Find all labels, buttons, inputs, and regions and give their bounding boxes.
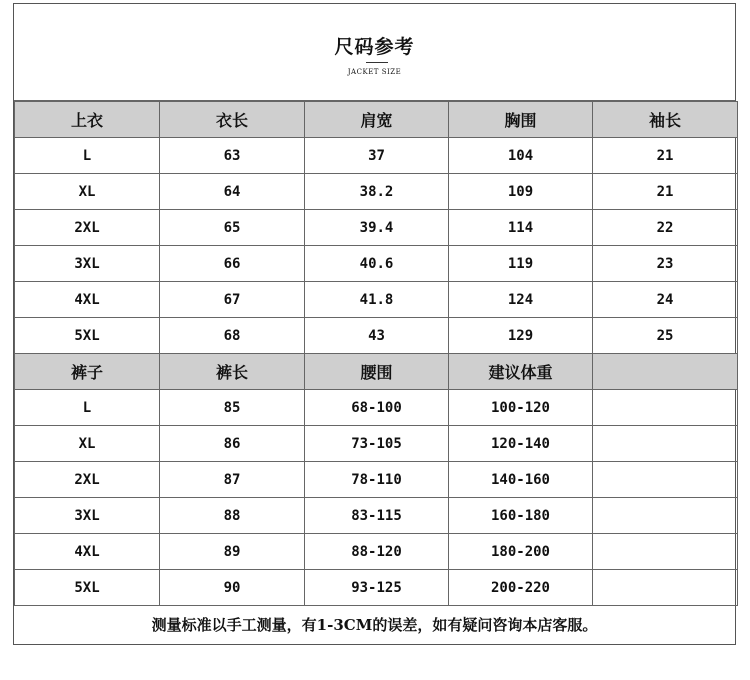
jacket-table-cell: 22 [593, 210, 738, 246]
jacket-table-cell: 37 [305, 138, 449, 174]
jacket-table-cell: 43 [305, 318, 449, 354]
pants-table-cell: 83-115 [305, 498, 449, 534]
pants-size-table [14, 353, 738, 606]
jacket-table-cell: 63 [160, 138, 305, 174]
pants-table-cell: 78-110 [305, 462, 449, 498]
pants-table-cell [593, 570, 738, 606]
table-row [15, 534, 738, 570]
pants-table-cell: 85 [160, 390, 305, 426]
title-divider [366, 62, 388, 63]
pants-table-cell [593, 426, 738, 462]
jacket-table-cell: L [15, 138, 160, 174]
table-row [15, 426, 738, 462]
jacket-table-cell: 129 [449, 318, 593, 354]
table-row [15, 318, 738, 354]
jacket-table-cell: 4XL [15, 282, 160, 318]
table-row [15, 138, 738, 174]
table-row [15, 570, 738, 606]
jacket-table-cell: 124 [449, 282, 593, 318]
jacket-column-header: 上衣 [15, 102, 160, 138]
pants-table-cell: 90 [160, 570, 305, 606]
pants-table-cell: 89 [160, 534, 305, 570]
jacket-column-header: 袖长 [593, 102, 738, 138]
chart-title: 尺码参考 [334, 36, 415, 58]
table-row [15, 462, 738, 498]
jacket-table-cell: 66 [160, 246, 305, 282]
jacket-table-cell: 39.4 [305, 210, 449, 246]
jacket-table-cell: 67 [160, 282, 305, 318]
pants-header-row [15, 354, 738, 390]
pants-column-header: 裤子 [15, 354, 160, 390]
table-row [15, 174, 738, 210]
jacket-column-header: 肩宽 [305, 102, 449, 138]
table-row [15, 246, 738, 282]
jacket-table-cell: 25 [593, 318, 738, 354]
jacket-table-cell: 40.6 [305, 246, 449, 282]
jacket-header-row [15, 102, 738, 138]
jacket-table-cell: 3XL [15, 246, 160, 282]
pants-table-cell: 4XL [15, 534, 160, 570]
chart-header [14, 4, 735, 101]
jacket-table-cell: XL [15, 174, 160, 210]
jacket-table-cell: 65 [160, 210, 305, 246]
pants-column-header: 腰围 [305, 354, 449, 390]
pants-table-cell: 88 [160, 498, 305, 534]
table-row [15, 390, 738, 426]
pants-table-cell: 2XL [15, 462, 160, 498]
jacket-table-cell: 109 [449, 174, 593, 210]
jacket-table-cell: 64 [160, 174, 305, 210]
pants-column-header: 裤长 [160, 354, 305, 390]
jacket-column-header: 胸围 [449, 102, 593, 138]
chart-subtitle: JACKET SIZE [347, 68, 402, 76]
jacket-table-cell: 114 [449, 210, 593, 246]
jacket-table-cell: 23 [593, 246, 738, 282]
pants-column-header: 建议体重 [449, 354, 593, 390]
jacket-table-cell: 38.2 [305, 174, 449, 210]
pants-table-cell [593, 462, 738, 498]
table-row [15, 282, 738, 318]
pants-column-header [593, 354, 738, 390]
jacket-table-cell: 21 [593, 138, 738, 174]
pants-table-cell: 73-105 [305, 426, 449, 462]
pants-table-cell: 120-140 [449, 426, 593, 462]
pants-table-cell: 93-125 [305, 570, 449, 606]
pants-table-cell: 160-180 [449, 498, 593, 534]
pants-table-cell: 140-160 [449, 462, 593, 498]
jacket-table-cell: 5XL [15, 318, 160, 354]
measurement-note: 测量标准以手工测量，有1-3CM的误差，如有疑问咨询本店客服。 [151, 616, 598, 634]
pants-table-cell: 100-120 [449, 390, 593, 426]
table-row [15, 210, 738, 246]
pants-table-cell: 68-100 [305, 390, 449, 426]
pants-table-cell: 3XL [15, 498, 160, 534]
pants-table-cell: 86 [160, 426, 305, 462]
pants-table-cell: 180-200 [449, 534, 593, 570]
jacket-table-cell: 21 [593, 174, 738, 210]
jacket-column-header: 衣长 [160, 102, 305, 138]
jacket-table-cell: 41.8 [305, 282, 449, 318]
pants-table-cell: 88-120 [305, 534, 449, 570]
pants-table-cell: 200-220 [449, 570, 593, 606]
jacket-table-cell: 68 [160, 318, 305, 354]
pants-table-cell [593, 498, 738, 534]
pants-table-cell [593, 534, 738, 570]
jacket-table-cell: 119 [449, 246, 593, 282]
pants-table-cell: XL [15, 426, 160, 462]
jacket-table-cell: 2XL [15, 210, 160, 246]
table-row [15, 498, 738, 534]
pants-table-cell: L [15, 390, 160, 426]
pants-table-cell [593, 390, 738, 426]
size-chart-card [13, 3, 736, 645]
jacket-table-cell: 104 [449, 138, 593, 174]
jacket-table-cell: 24 [593, 282, 738, 318]
pants-table-cell: 5XL [15, 570, 160, 606]
jacket-size-table [14, 101, 738, 354]
pants-table-cell: 87 [160, 462, 305, 498]
